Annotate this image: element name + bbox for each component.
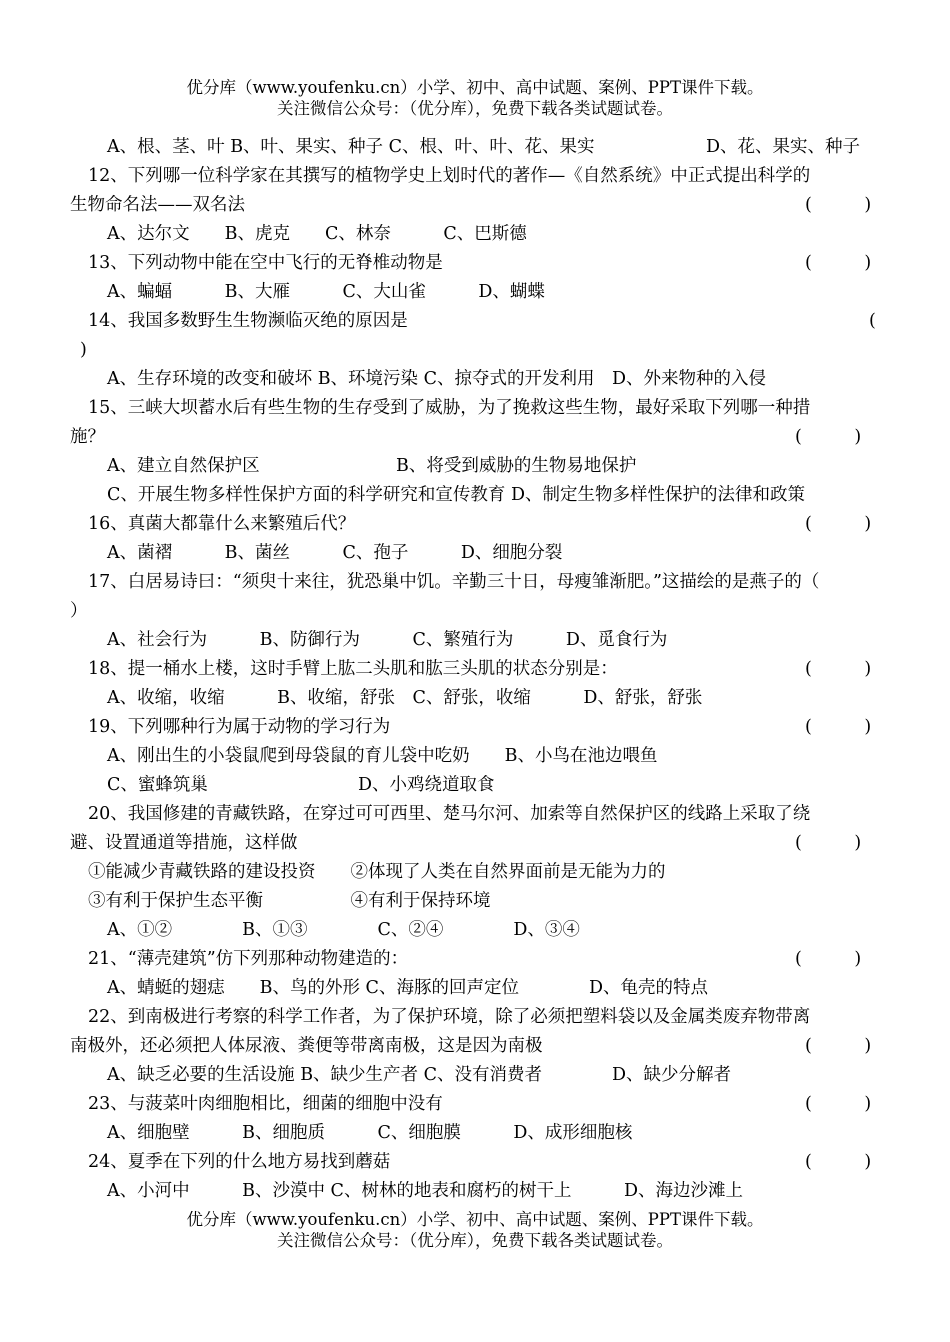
question-22-options [0,1061,950,1090]
question-15-line-1 [0,394,950,423]
question-14-text: 14、我国多数野生生物濒临灭绝的原因是 [88,311,408,331]
question-20-line-1 [0,800,950,829]
question-20-text: 20、我国修建的青藏铁路，在穿过可可西里、楚马尔河、加索等自然保护区的线路上采取了绕 [88,804,811,824]
option-c: C、蜜蜂筑巢 [107,775,208,795]
statements-text: ③有利于保护生态平衡 ④有利于保持环境 [88,891,491,911]
options-text: A、生存环境的改变和破坏 B、环境污染 C、掠夺式的开发利用 D、外来物种的入侵 [107,369,767,389]
options-text: A、缺乏必要的生活设施 B、缺少生产者 C、没有消费者 D、缺少分解者 [107,1065,732,1085]
question-17-line-2 [0,597,950,626]
question-20-statements-1 [0,858,950,887]
question-20-line-2 [0,829,950,858]
question-19 [0,713,950,742]
question-21-options [0,974,950,1003]
q11-options-line [0,133,950,162]
question-20-statements-2 [0,887,950,916]
question-14-bracket-line [0,336,950,365]
statements-text: ①能减少青藏铁路的建设投资 ②体现了人类在自然界面前是无能为力的 [88,862,666,882]
option-a: A、建立自然保护区 [107,456,260,476]
page-header [0,77,950,119]
answer-bracket-close: ) [80,340,87,360]
q11-options-abc: A、根、茎、叶 B、叶、果实、种子 C、根、叶、叶、花、果实 [107,137,595,157]
options-text: A、蜻蜓的翅痣 B、鸟的外形 C、海豚的回声定位 D、龟壳的特点 [107,978,708,998]
question-18-options [0,684,950,713]
question-23-options [0,1119,950,1148]
question-17-text: 17、白居易诗曰：“须臾十来往，犹恐巢中饥。辛勤三十日，母瘦雏渐肥。”这描绘的是燕子的（ [88,572,820,592]
answer-bracket: ( ) [805,253,872,273]
footer-line-1: 优分库（www.youfenku.cn）小学、初中、高中试题、案例、PPT课件下载。 [186,1210,764,1229]
question-20-options [0,916,950,945]
answer-bracket: ( ) [805,1152,872,1172]
question-15-options-1 [0,452,950,481]
question-16-options [0,539,950,568]
options-ab: A、刚出生的小袋鼠爬到母袋鼠的育儿袋中吃奶 B、小鸟在池边喂鱼 [107,746,658,766]
options-text: A、菌褶 B、菌丝 C、孢子 D、细胞分裂 [107,543,563,563]
question-12-line-2 [0,191,950,220]
question-12-text-2: 生物命名法——双名法 [70,195,245,215]
footer-line-2: 关注微信公众号：（优分库），免费下载各类试题试卷。 [277,1231,673,1250]
options-text: A、蝙蝠 B、大雁 C、大山雀 D、蝴蝶 [107,282,545,302]
question-18-text: 18、提一桶水上楼，这时手臂上肱二头肌和肱三头肌的状态分别是： [88,659,618,679]
header-line-1: 优分库（www.youfenku.cn）小学、初中、高中试题、案例、PPT课件下载。 [186,78,764,97]
question-19-text: 19、下列哪种行为属于动物的学习行为 [88,717,391,737]
question-24-options [0,1177,950,1206]
options-text: A、细胞壁 B、细胞质 C、细胞膜 D、成形细胞核 [107,1123,633,1143]
answer-bracket: ( ) [805,1036,872,1056]
question-15-line-2 [0,423,950,452]
question-12-text: 12、下列哪一位科学家在其撰写的植物学史上划时代的著作—《自然系统》中正式提出科学的 [88,166,811,186]
question-22-line-1 [0,1003,950,1032]
q11-option-d: D、花、果实、种子 [706,137,861,157]
answer-bracket: ( ) [795,833,862,853]
question-14 [0,307,950,336]
question-18 [0,655,950,684]
question-17-line-1 [0,568,950,597]
question-21 [0,945,950,974]
answer-bracket: ( ) [805,1094,872,1114]
answer-bracket: ( ) [805,659,872,679]
question-13-text: 13、下列动物中能在空中飞行的无脊椎动物是 [88,253,443,273]
question-23-text: 23、与菠菜叶肉细胞相比，细菌的细胞中没有 [88,1094,443,1114]
question-15-options-2 [0,481,950,510]
answer-bracket: ( ) [795,427,862,447]
answer-bracket-open: ( [869,311,876,331]
options-text: A、收缩，收缩 B、收缩，舒张 C、舒张，收缩 D、舒张，舒张 [107,688,703,708]
question-22-text: 22、到南极进行考察的科学工作者，为了保护环境，除了必须把塑料袋以及金属类废弃物带离 [88,1007,811,1027]
question-15-text-2: 施？ [70,427,105,447]
question-22-line-2 [0,1032,950,1061]
question-16 [0,510,950,539]
question-23 [0,1090,950,1119]
question-13-options [0,278,950,307]
answer-bracket: ( ) [805,195,872,215]
question-19-options-1 [0,742,950,771]
option-d: D、小鸡绕道取食 [358,775,495,795]
question-15-text: 15、三峡大坝蓄水后有些生物的生存受到了威胁，为了挽救这些生物，最好采取下列哪一种措 [88,398,811,418]
options-text: A、①② B、①③ C、②④ D、③④ [107,920,580,940]
answer-bracket: ( ) [805,514,872,534]
question-19-options-2 [0,771,950,800]
page-footer [0,1209,950,1251]
question-21-text: 21、“薄壳建筑”仿下列那种动物建造的： [88,949,409,969]
question-24 [0,1148,950,1177]
options-cd: C、开展生物多样性保护方面的科学研究和宣传教育 D、制定生物多样性保护的法律和政策 [107,485,805,505]
answer-bracket: ( ) [805,717,872,737]
question-22-text-2: 南极外，还必须把人体尿液、粪便等带离南极，这是因为南极 [70,1036,543,1056]
question-14-options [0,365,950,394]
question-12-line-1 [0,162,950,191]
question-17-options [0,626,950,655]
options-text: A、达尔文 B、虎克 C、林奈 C、巴斯德 [107,224,527,244]
question-13 [0,249,950,278]
answer-bracket-close: ） [70,601,88,621]
question-12-options [0,220,950,249]
options-text: A、小河中 B、沙漠中 C、树林的地表和腐朽的树干上 D、海边沙滩上 [107,1181,743,1201]
question-16-text: 16、真菌大都靠什么来繁殖后代？ [88,514,356,534]
answer-bracket: ( ) [795,949,862,969]
option-b: B、将受到威胁的生物易地保护 [396,456,637,476]
question-24-text: 24、夏季在下列的什么地方易找到蘑菇 [88,1152,391,1172]
question-20-text-2: 避、设置通道等措施，这样做 [70,833,298,853]
options-text: A、社会行为 B、防御行为 C、繁殖行为 D、觅食行为 [107,630,668,650]
header-line-2: 关注微信公众号：（优分库），免费下载各类试题试卷。 [277,99,673,118]
